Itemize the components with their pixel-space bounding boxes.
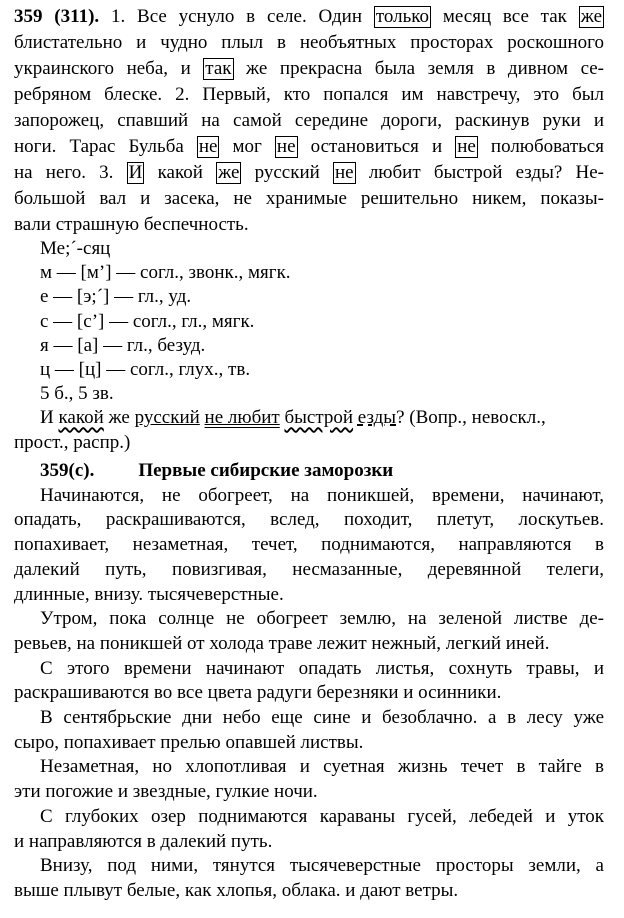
text-line xyxy=(14,108,604,134)
paragraph-line: опадать, раскрашиваются, вслед, походит, плетут, лоскутьев. xyxy=(14,509,604,531)
analysis-row: с — [с’] — согл., гл., мягк. xyxy=(40,310,255,332)
text-segment: украинского неба, и xyxy=(14,58,204,79)
text-segment: какой xyxy=(144,162,217,183)
text-segment: 1. Все уснуло в селе. Один xyxy=(110,6,374,27)
text-line xyxy=(14,30,604,56)
text-segment: русский xyxy=(241,162,334,183)
text-segment: мог xyxy=(219,136,275,157)
boxed-word: не xyxy=(335,162,354,183)
text-line xyxy=(14,134,604,160)
text-segment: на него. 3. xyxy=(14,162,127,183)
sentence-object: езды xyxy=(357,407,397,429)
parsed-sentence xyxy=(40,406,606,430)
analysis-row: я — [а] — гл., безуд. xyxy=(40,334,206,356)
analysis-row: Ме;´-сяц xyxy=(40,238,111,259)
paragraph-line: С этого времени начинают опадать листья, сохнуть травы, и xyxy=(40,657,604,679)
text-segment: ноги. Тарас Бульба xyxy=(14,136,197,157)
phonetic-analysis xyxy=(14,237,606,455)
text-segment: же прекрасна была земля в дивном се- xyxy=(233,58,605,79)
paragraph-line: сыро, попахивает прелью опавшей листвы. xyxy=(14,731,364,753)
analysis-row: 5 б., 5 зв. xyxy=(40,383,114,405)
paragraph-line: Внизу, под ними, тянутся тысячеверстные просторы земли, а xyxy=(40,855,604,877)
boxed-word: же xyxy=(580,6,603,27)
paragraph-line: попахивает, незаметная, течет, поднимаются, направляются в xyxy=(14,534,604,556)
paragraph-line: В сентябрьские дни небо еще сине и безоблачно. а в лесу уже xyxy=(40,707,604,729)
text-line xyxy=(14,186,604,212)
paragraph-line: и направляются в далекий путь. xyxy=(14,830,273,852)
boxed-word: не xyxy=(276,136,296,157)
text-segment: любит быстрой езды? Не- xyxy=(355,162,605,183)
paragraph-line: далекий путь, повизгивая, несмазанные, деревянной телеги, xyxy=(14,558,604,580)
sentence-part: И xyxy=(40,407,59,429)
sentence-particle: же xyxy=(108,407,130,429)
text-line xyxy=(14,4,604,30)
text-segment: остановиться и xyxy=(297,136,456,157)
exercise-359-311 xyxy=(14,4,604,238)
paragraph-line: Начинаются, не обогреет, на поникшей, времени, начинают, xyxy=(40,484,604,506)
exercise-number: 359 (311). xyxy=(14,6,100,27)
exercise-number: 359(с). xyxy=(40,460,95,481)
sentence-predicate: не любит xyxy=(204,407,280,429)
text-line xyxy=(14,212,604,238)
sentence-attribute: какой xyxy=(58,407,104,429)
text-segment: запорожец, спавший на самой середине дороги, раскинув руки и xyxy=(14,110,604,131)
text-segment: ребряном блеске. 2. Первый, кто попался им навстречу, это был xyxy=(14,84,604,105)
paragraph-line: эти погожие и звездные, гулкие ночи. xyxy=(14,781,318,803)
analysis-row: м — [м’] — согл., звонк., мягк. xyxy=(40,262,291,284)
text-segment: месяц все так xyxy=(431,6,579,27)
paragraph-line: выше плывут белые, как хлопья, облака. и дают ветры. xyxy=(14,879,459,901)
boxed-word: так xyxy=(205,58,232,79)
boxed-word: не xyxy=(198,136,218,157)
paragraph-line: С глубоких озер поднимаются караваны гусей, лебедей и уток xyxy=(40,805,604,827)
analysis-row: е — [э;´] — гл., уд. xyxy=(40,286,192,308)
analysis-row: ц — [ц] — согл., глух., тв. xyxy=(40,359,251,381)
sentence-attribute: быстрой xyxy=(284,407,354,429)
boxed-word: только xyxy=(375,6,430,27)
paragraph-line: ревьев, на поникшей от холода траве лежит нежный, легкий иней. xyxy=(14,632,550,654)
text-line xyxy=(14,82,604,108)
sentence-part: ? (Вопр., невоскл., xyxy=(396,407,546,429)
exercise-heading xyxy=(40,459,604,484)
boxed-word: И xyxy=(128,162,143,183)
boxed-word: же xyxy=(218,162,240,183)
text-segment: блистательно и чудно плыл в необъятных просторах роскошного xyxy=(14,32,604,53)
text-segment: полюбоваться xyxy=(477,136,604,157)
sentence-subject: русский xyxy=(134,407,200,429)
text-line xyxy=(14,56,604,82)
text-line xyxy=(14,160,604,186)
paragraph-line: Незаметная, но хлопотливая и суетная жизнь течет в тайге в xyxy=(40,756,604,778)
exercise-title: Первые сибирские заморозки xyxy=(138,460,394,481)
text-segment: большой вал и засека, не хранимые решительно никем, показы- xyxy=(14,188,604,209)
boxed-word: не xyxy=(457,136,476,157)
paragraph-line: длинные, внизу. тысячеверстные. xyxy=(14,583,284,605)
paragraph-line: раскрашиваются во все цвета радуги березняки и осинники. xyxy=(14,682,502,704)
parsed-sentence-tail: прост., распр.) xyxy=(14,431,131,453)
text-segment: вали страшную беспечность. xyxy=(14,214,249,235)
exercise-359c xyxy=(14,459,604,904)
paragraph-line: Утром, пока солнце не обогреет землю, на зеленой листве де- xyxy=(40,608,604,630)
